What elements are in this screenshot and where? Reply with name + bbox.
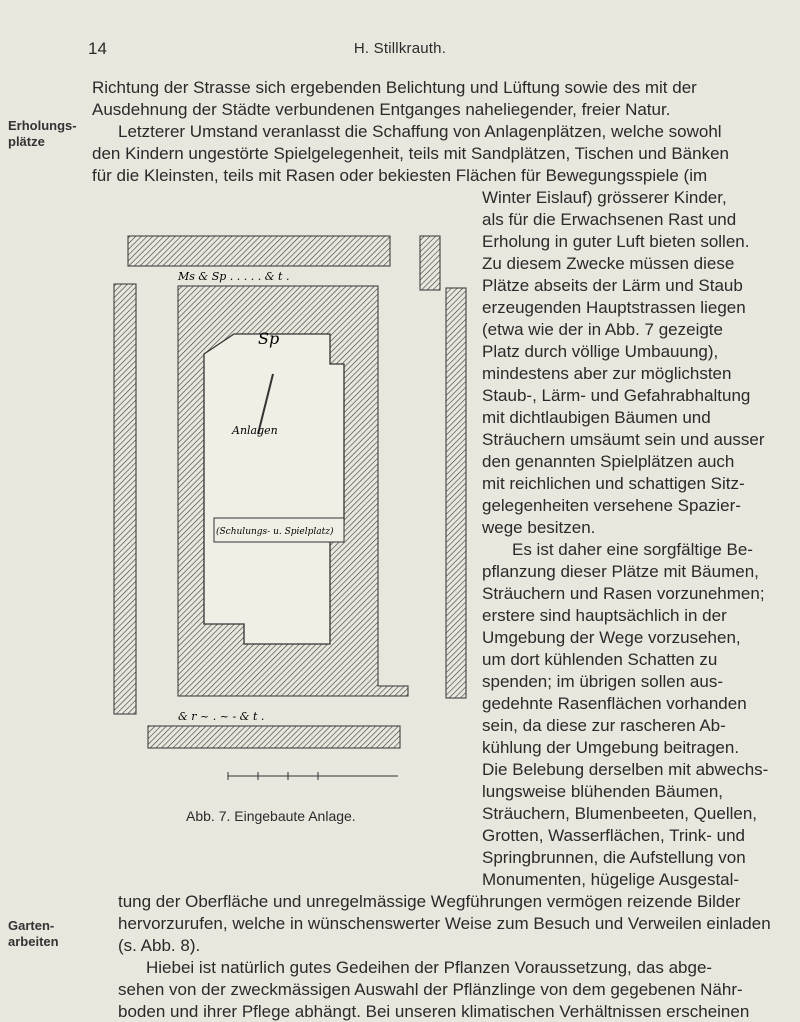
- text-line: sehen von der zweckmässigen Auswahl der Pflänzlinge von dem gegebenen Nähr-: [118, 980, 743, 999]
- text-line: mit dichtlaubigen Bäumen und: [482, 408, 711, 427]
- text-line: Sträuchern, Blumenbeeten, Quellen,: [482, 804, 758, 823]
- page-number: 14: [88, 39, 107, 58]
- label-bottom-street: & r ~ . ~ - & t .: [178, 710, 265, 723]
- text-line: Monumenten, hügelige Ausgestal-: [482, 870, 740, 889]
- text-line: um dort kühlenden Schatten zu: [482, 650, 718, 669]
- running-head: H. Stillkrauth.: [353, 40, 447, 57]
- margin-note-line: Garten-: [8, 918, 55, 933]
- text-line: kühlung der Umgebung beitragen.: [482, 738, 740, 757]
- text-line: Letzterer Umstand veranlasst die Schaffung von Anlagenplätzen, welche sowohl: [118, 122, 722, 141]
- building-top: [128, 236, 390, 266]
- open-lawn: [204, 334, 344, 644]
- text-line: Ausdehnung der Städte verbundenen Entganges naheliegender, freier Natur.: [92, 100, 671, 119]
- text-line: Es ist daher eine sorgfältige Be-: [512, 540, 753, 559]
- building-left: [114, 284, 136, 714]
- building-bottom: [148, 726, 400, 748]
- text-line: pflanzung dieser Plätze mit Bäumen,: [482, 562, 759, 581]
- text-line: erstere sind hauptsächlich in der: [482, 606, 727, 625]
- text-line: Richtung der Strasse sich ergebenden Belichtung und Lüftung sowie des mit der: [92, 78, 697, 97]
- margin-note-gartenarbeiten: [8, 918, 59, 950]
- text-line: lungsweise blühenden Bäumen,: [482, 782, 724, 801]
- figure-site-plan: [108, 224, 478, 782]
- margin-note-line: plätze: [8, 134, 45, 149]
- figure-caption: Abb. 7. Eingebaute Anlage.: [186, 808, 356, 824]
- margin-note-line: Erholungs-: [8, 118, 77, 133]
- text-line: als für die Erwachsenen Rast und: [482, 210, 737, 229]
- text-line: Staub-, Lärm- und Gefahrabhaltung: [482, 386, 751, 405]
- text-line: Platz durch völlige Umbauung),: [482, 342, 719, 361]
- text-line: Grotten, Wasserflächen, Trink- und: [482, 826, 745, 845]
- label-center-box: (Schulungs- u. Spielplatz): [216, 527, 334, 537]
- text-line: Umgebung der Wege vorzusehen,: [482, 628, 741, 647]
- text-line: sein, da diese zur rascheren Ab-: [482, 716, 726, 735]
- building-top-right: [420, 236, 440, 290]
- text-line: boden und ihrer Pflege abhängt. Bei unseren klimatischen Verhältnissen erscheinen: [118, 1002, 750, 1021]
- margin-note-erholungsplaetze: [8, 118, 77, 150]
- text-line: Plätze abseits der Lärm und Staub: [482, 276, 743, 295]
- margin-note-line: arbeiten: [8, 934, 59, 949]
- text-line: mindestens aber zur möglichsten: [482, 364, 732, 383]
- text-line: Winter Eislauf) grösserer Kinder,: [482, 188, 727, 207]
- text-line: Sträuchern umsäumt sein und ausser: [482, 430, 765, 449]
- site-plan-drawing: [108, 224, 478, 782]
- text-line: hervorzurufen, welche in wünschenswerter Weise zum Besuch und Verweilen einladen: [118, 914, 771, 933]
- text-line: wege besitzen.: [482, 518, 596, 537]
- text-line: Springbrunnen, die Aufstellung von: [482, 848, 746, 867]
- text-line: Sträuchern und Rasen vorzunehmen;: [482, 584, 765, 603]
- text-line: (etwa wie der in Abb. 7 gezeigte: [482, 320, 723, 339]
- text-line: tung der Oberfläche und unregelmässige Wegführungen vermögen reizende Bilder: [118, 892, 741, 911]
- text-line: den Kindern ungestörte Spielgelegenheit, teils mit Sandplätzen, Tischen und Bänken: [92, 144, 729, 163]
- text-line: mit reichlichen und schattigen Sitz-: [482, 474, 745, 493]
- label-center-mid: Anlagen: [232, 424, 278, 437]
- text-line: den genannten Spielplätzen auch: [482, 452, 735, 471]
- text-line: spenden; im übrigen sollen aus-: [482, 672, 723, 691]
- text-line: gelegenheiten versehene Spazier-: [482, 496, 741, 515]
- text-line: Hiebei ist natürlich gutes Gedeihen der Pflanzen Voraussetzung, das abge-: [146, 958, 713, 977]
- text-line: für die Kleinsten, teils mit Rasen oder bekiesten Flächen für Bewegungsspiele (im: [92, 166, 708, 185]
- text-line: Die Belebung derselben mit abwechs-: [482, 760, 769, 779]
- label-top-street: Ms & Sp . . . . . & t .: [178, 270, 290, 283]
- building-right: [446, 288, 466, 698]
- text-line: gedehnte Rasenflächen vorhanden: [482, 694, 747, 713]
- text-line: Zu diesem Zwecke müssen diese: [482, 254, 735, 273]
- text-line: Erholung in guter Luft bieten sollen.: [482, 232, 750, 251]
- text-line: erzeugenden Hauptstrassen liegen: [482, 298, 746, 317]
- text-line: (s. Abb. 8).: [118, 936, 201, 955]
- label-center-top: Sp: [258, 329, 280, 348]
